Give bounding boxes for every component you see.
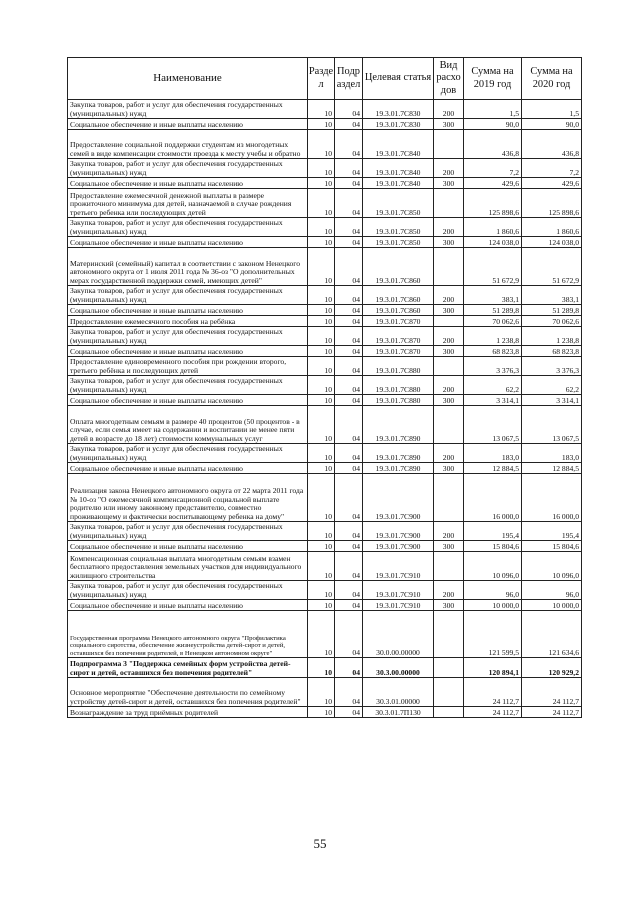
cell-sum2019: 1 238,8 bbox=[464, 327, 522, 346]
cell-sum2019: 10 096,0 bbox=[464, 552, 522, 581]
page-number: 55 bbox=[313, 836, 327, 851]
cell-target: 19.3.01.7С890 bbox=[363, 406, 434, 444]
cell-razdel: 10 bbox=[308, 100, 335, 119]
cell-sum2019: 51 672,9 bbox=[464, 248, 522, 286]
cell-sum2020: 12 884,5 bbox=[522, 463, 582, 474]
cell-name: Закупка товаров, работ и услуг для обеспечения государственных (муниципальных) нужд bbox=[68, 218, 308, 237]
cell-name: Закупка товаров, работ и услуг для обеспечения государственных (муниципальных) нужд bbox=[68, 522, 308, 541]
cell-name: Социальное обеспечение и иные выплаты населению bbox=[68, 395, 308, 406]
cell-podrazdel: 04 bbox=[335, 237, 363, 248]
table-row bbox=[68, 376, 582, 395]
cell-sum2019: 1 860,6 bbox=[464, 218, 522, 237]
cell-sum2019: 383,1 bbox=[464, 286, 522, 305]
cell-razdel: 10 bbox=[308, 327, 335, 346]
cell-razdel: 10 bbox=[308, 463, 335, 474]
cell-name: Закупка товаров, работ и услуг для обеспечения государственных (муниципальных) нужд bbox=[68, 100, 308, 119]
table-row bbox=[68, 159, 582, 178]
cell-vid bbox=[434, 707, 464, 718]
cell-sum2019: 125 898,6 bbox=[464, 189, 522, 218]
cell-name: Государственная программа Ненецкого автономного округа "Профилактика социального сиротства, обеспечение жизнеустройства детей-сирот и детей, оставшихся без попечения родителей, в Ненецком автономном округе" bbox=[68, 611, 308, 658]
cell-podrazdel: 04 bbox=[335, 178, 363, 189]
cell-target: 19.3.01.7С910 bbox=[363, 581, 434, 600]
cell-sum2020: 90,0 bbox=[522, 119, 582, 130]
cell-razdel: 10 bbox=[308, 178, 335, 189]
table-header-row bbox=[68, 58, 582, 100]
cell-name: Закупка товаров, работ и услуг для обеспечения государственных (муниципальных) нужд bbox=[68, 444, 308, 463]
cell-podrazdel: 04 bbox=[335, 218, 363, 237]
cell-vid: 300 bbox=[434, 346, 464, 357]
cell-razdel: 10 bbox=[308, 305, 335, 316]
cell-target: 19.3.01.7С840 bbox=[363, 159, 434, 178]
cell-podrazdel: 04 bbox=[335, 522, 363, 541]
cell-sum2020: 10 000,0 bbox=[522, 600, 582, 611]
cell-razdel: 10 bbox=[308, 159, 335, 178]
table-row bbox=[68, 100, 582, 119]
cell-sum2019: 7,2 bbox=[464, 159, 522, 178]
cell-podrazdel: 04 bbox=[335, 395, 363, 406]
cell-sum2019: 90,0 bbox=[464, 119, 522, 130]
cell-target: 19.3.01.7С870 bbox=[363, 346, 434, 357]
cell-sum2019: 436,8 bbox=[464, 130, 522, 159]
cell-sum2020: 7,2 bbox=[522, 159, 582, 178]
cell-name: Закупка товаров, работ и услуг для обеспечения государственных (муниципальных) нужд bbox=[68, 327, 308, 346]
cell-sum2019: 70 062,6 bbox=[464, 316, 522, 327]
cell-sum2020: 3 376,3 bbox=[522, 357, 582, 376]
budget-table bbox=[67, 57, 582, 718]
cell-sum2019: 51 289,8 bbox=[464, 305, 522, 316]
header-vid: Вид расхо дов bbox=[434, 58, 464, 100]
cell-podrazdel: 04 bbox=[335, 444, 363, 463]
cell-razdel: 10 bbox=[308, 406, 335, 444]
cell-target: 19.3.01.7С850 bbox=[363, 218, 434, 237]
cell-sum2020: 10 096,0 bbox=[522, 552, 582, 581]
cell-target: 19.3.01.7С840 bbox=[363, 130, 434, 159]
table-row bbox=[68, 346, 582, 357]
cell-razdel: 10 bbox=[308, 658, 335, 678]
cell-podrazdel: 04 bbox=[335, 357, 363, 376]
cell-target: 19.3.01.7С910 bbox=[363, 552, 434, 581]
cell-name: Социальное обеспечение и иные выплаты населению bbox=[68, 600, 308, 611]
cell-target: 19.3.01.7С880 bbox=[363, 357, 434, 376]
cell-podrazdel: 04 bbox=[335, 159, 363, 178]
cell-razdel: 10 bbox=[308, 237, 335, 248]
cell-podrazdel: 04 bbox=[335, 346, 363, 357]
cell-podrazdel: 04 bbox=[335, 474, 363, 522]
cell-vid bbox=[434, 130, 464, 159]
cell-sum2019: 3 314,1 bbox=[464, 395, 522, 406]
cell-target: 19.3.01.7С840 bbox=[363, 178, 434, 189]
cell-sum2020: 1 238,8 bbox=[522, 327, 582, 346]
cell-sum2020: 16 000,0 bbox=[522, 474, 582, 522]
cell-podrazdel: 04 bbox=[335, 406, 363, 444]
cell-vid: 200 bbox=[434, 286, 464, 305]
cell-sum2019: 15 804,6 bbox=[464, 541, 522, 552]
cell-sum2020: 195,4 bbox=[522, 522, 582, 541]
cell-vid: 200 bbox=[434, 444, 464, 463]
cell-vid bbox=[434, 189, 464, 218]
cell-podrazdel: 04 bbox=[335, 286, 363, 305]
cell-sum2020: 70 062,6 bbox=[522, 316, 582, 327]
table-row bbox=[68, 678, 582, 707]
cell-sum2019: 183,0 bbox=[464, 444, 522, 463]
cell-target: 19.3.01.7С910 bbox=[363, 600, 434, 611]
cell-vid: 200 bbox=[434, 218, 464, 237]
cell-name: Предоставление ежемесячного пособия на ребёнка bbox=[68, 316, 308, 327]
cell-vid: 300 bbox=[434, 237, 464, 248]
cell-razdel: 10 bbox=[308, 474, 335, 522]
cell-name: Вознаграждение за труд приёмных родителей bbox=[68, 707, 308, 718]
cell-sum2019: 121 599,5 bbox=[464, 611, 522, 658]
cell-target: 30.0.00.00000 bbox=[363, 611, 434, 658]
cell-razdel: 10 bbox=[308, 119, 335, 130]
table-row bbox=[68, 237, 582, 248]
cell-razdel: 10 bbox=[308, 581, 335, 600]
table-row bbox=[68, 611, 582, 658]
cell-target: 19.3.01.7С860 bbox=[363, 305, 434, 316]
cell-name: Предоставление ежемесячной денежной выплаты в размере прожиточного минимума для детей, назначаемой в случае рождения третьего ребенка или последующих детей bbox=[68, 189, 308, 218]
cell-vid bbox=[434, 248, 464, 286]
cell-vid bbox=[434, 316, 464, 327]
cell-razdel: 10 bbox=[308, 395, 335, 406]
cell-podrazdel: 04 bbox=[335, 541, 363, 552]
cell-sum2020: 121 634,6 bbox=[522, 611, 582, 658]
cell-sum2019: 13 067,5 bbox=[464, 406, 522, 444]
cell-vid: 200 bbox=[434, 376, 464, 395]
table-row bbox=[68, 248, 582, 286]
cell-target: 19.3.01.7С830 bbox=[363, 100, 434, 119]
cell-vid: 200 bbox=[434, 159, 464, 178]
cell-razdel: 10 bbox=[308, 376, 335, 395]
cell-sum2019: 16 000,0 bbox=[464, 474, 522, 522]
header-razdel: Разде л bbox=[308, 58, 335, 100]
cell-vid: 300 bbox=[434, 600, 464, 611]
cell-razdel: 10 bbox=[308, 316, 335, 327]
cell-name: Социальное обеспечение и иные выплаты населению bbox=[68, 346, 308, 357]
cell-razdel: 10 bbox=[308, 286, 335, 305]
cell-sum2020: 3 314,1 bbox=[522, 395, 582, 406]
cell-sum2019: 68 823,8 bbox=[464, 346, 522, 357]
header-sum-2020: Сумма на 2020 год bbox=[522, 58, 582, 100]
cell-sum2020: 124 038,0 bbox=[522, 237, 582, 248]
cell-vid: 200 bbox=[434, 522, 464, 541]
table-row bbox=[68, 552, 582, 581]
cell-razdel: 10 bbox=[308, 678, 335, 707]
cell-sum2020: 383,1 bbox=[522, 286, 582, 305]
table-body bbox=[68, 100, 582, 718]
cell-target: 19.3.01.7С860 bbox=[363, 248, 434, 286]
table-row bbox=[68, 305, 582, 316]
table-row bbox=[68, 218, 582, 237]
cell-sum2019: 24 112,7 bbox=[464, 707, 522, 718]
cell-name: Основное мероприятие "Обеспечение деятельности по семейному устройству детей-сирот и детей, оставшихся без попечения родителей" bbox=[68, 678, 308, 707]
cell-sum2020: 24 112,7 bbox=[522, 707, 582, 718]
cell-podrazdel: 04 bbox=[335, 376, 363, 395]
cell-vid: 300 bbox=[434, 463, 464, 474]
cell-name: Социальное обеспечение и иные выплаты населению bbox=[68, 178, 308, 189]
table-row bbox=[68, 357, 582, 376]
header-target: Целевая статья bbox=[363, 58, 434, 100]
cell-razdel: 10 bbox=[308, 444, 335, 463]
cell-target: 19.3.01.7С890 bbox=[363, 444, 434, 463]
cell-vid bbox=[434, 552, 464, 581]
cell-podrazdel: 04 bbox=[335, 552, 363, 581]
cell-target: 30.3.00.00000 bbox=[363, 658, 434, 678]
header-podrazdel: Подр аздел bbox=[335, 58, 363, 100]
cell-name: Реализация закона Ненецкого автономного округа от 22 марта 2011 года № 10-оз "О ежемесячной компенсационной социальной выплате родителю или иному законному представителю, совместно проживающему и фактически воспитывающему ребенка на дому" bbox=[68, 474, 308, 522]
table-row bbox=[68, 178, 582, 189]
table-row bbox=[68, 707, 582, 718]
cell-target: 19.3.01.7С870 bbox=[363, 316, 434, 327]
cell-sum2020: 13 067,5 bbox=[522, 406, 582, 444]
cell-vid: 200 bbox=[434, 581, 464, 600]
cell-vid: 300 bbox=[434, 541, 464, 552]
cell-razdel: 10 bbox=[308, 248, 335, 286]
cell-sum2020: 68 823,8 bbox=[522, 346, 582, 357]
cell-name: Компенсационная социальная выплата многодетным семьям взамен бесплатного предоставления земельных участков для индивидуального жилищного строительства bbox=[68, 552, 308, 581]
cell-vid: 300 bbox=[434, 178, 464, 189]
cell-podrazdel: 04 bbox=[335, 130, 363, 159]
cell-sum2019: 1,5 bbox=[464, 100, 522, 119]
cell-razdel: 10 bbox=[308, 707, 335, 718]
cell-target: 19.3.01.7С900 bbox=[363, 541, 434, 552]
table-row bbox=[68, 395, 582, 406]
cell-podrazdel: 04 bbox=[335, 305, 363, 316]
cell-sum2020: 1,5 bbox=[522, 100, 582, 119]
cell-vid: 300 bbox=[434, 119, 464, 130]
cell-sum2020: 51 672,9 bbox=[522, 248, 582, 286]
cell-razdel: 10 bbox=[308, 189, 335, 218]
cell-name: Социальное обеспечение и иные выплаты населению bbox=[68, 305, 308, 316]
cell-vid: 300 bbox=[434, 395, 464, 406]
cell-target: 19.3.01.7С850 bbox=[363, 189, 434, 218]
cell-sum2020: 62,2 bbox=[522, 376, 582, 395]
cell-sum2019: 120 894,1 bbox=[464, 658, 522, 678]
cell-podrazdel: 04 bbox=[335, 100, 363, 119]
cell-razdel: 10 bbox=[308, 218, 335, 237]
cell-sum2020: 183,0 bbox=[522, 444, 582, 463]
cell-podrazdel: 04 bbox=[335, 248, 363, 286]
cell-sum2019: 96,0 bbox=[464, 581, 522, 600]
cell-razdel: 10 bbox=[308, 130, 335, 159]
table-row bbox=[68, 541, 582, 552]
cell-razdel: 10 bbox=[308, 357, 335, 376]
table-row bbox=[68, 474, 582, 522]
cell-vid bbox=[434, 658, 464, 678]
cell-name: Закупка товаров, работ и услуг для обеспечения государственных (муниципальных) нужд bbox=[68, 159, 308, 178]
cell-podrazdel: 04 bbox=[335, 658, 363, 678]
cell-razdel: 10 bbox=[308, 541, 335, 552]
cell-sum2019: 10 000,0 bbox=[464, 600, 522, 611]
cell-podrazdel: 04 bbox=[335, 327, 363, 346]
table-row bbox=[68, 463, 582, 474]
cell-sum2020: 120 929,2 bbox=[522, 658, 582, 678]
cell-target: 19.3.01.7С890 bbox=[363, 463, 434, 474]
cell-sum2020: 51 289,8 bbox=[522, 305, 582, 316]
table-row bbox=[68, 130, 582, 159]
table-row bbox=[68, 658, 582, 678]
cell-target: 30.3.01.7П130 bbox=[363, 707, 434, 718]
cell-target: 19.3.01.7С860 bbox=[363, 286, 434, 305]
cell-sum2019: 429,6 bbox=[464, 178, 522, 189]
cell-target: 19.3.01.7С900 bbox=[363, 522, 434, 541]
cell-razdel: 10 bbox=[308, 552, 335, 581]
cell-name: Закупка товаров, работ и услуг для обеспечения государственных (муниципальных) нужд bbox=[68, 286, 308, 305]
cell-name: Материнский (семейный) капитал в соответствии с законом Ненецкого автономного округа от 1 июля 2011 года № 36-оз "О дополнительных мерах государственной поддержки семей, имеющих детей" bbox=[68, 248, 308, 286]
cell-sum2019: 12 884,5 bbox=[464, 463, 522, 474]
cell-name: Социальное обеспечение и иные выплаты населению bbox=[68, 463, 308, 474]
table-row bbox=[68, 316, 582, 327]
cell-target: 19.3.01.7С880 bbox=[363, 395, 434, 406]
table-row bbox=[68, 119, 582, 130]
cell-vid bbox=[434, 406, 464, 444]
cell-target: 19.3.01.7С880 bbox=[363, 376, 434, 395]
table-row bbox=[68, 600, 582, 611]
table-row bbox=[68, 444, 582, 463]
cell-target: 30.3.01.00000 bbox=[363, 678, 434, 707]
cell-razdel: 10 bbox=[308, 522, 335, 541]
cell-name: Оплата многодетным семьям в размере 40 процентов (50 процентов - в случае, если семья имеет на содержании и воспитании не менее пяти детей в возрасте до 18 лет) стоимости коммунальных услуг bbox=[68, 406, 308, 444]
table-row bbox=[68, 406, 582, 444]
cell-podrazdel: 04 bbox=[335, 316, 363, 327]
table-row bbox=[68, 286, 582, 305]
cell-name: Предоставление социальной поддержки студентам из многодетных семей в виде компенсации стоимости проезда к месту учебы и обратно bbox=[68, 130, 308, 159]
cell-podrazdel: 04 bbox=[335, 600, 363, 611]
header-name: Наименование bbox=[68, 58, 308, 100]
cell-podrazdel: 04 bbox=[335, 611, 363, 658]
cell-sum2020: 125 898,6 bbox=[522, 189, 582, 218]
cell-vid bbox=[434, 357, 464, 376]
cell-vid bbox=[434, 678, 464, 707]
cell-target: 19.3.01.7С830 bbox=[363, 119, 434, 130]
cell-sum2019: 195,4 bbox=[464, 522, 522, 541]
cell-sum2020: 429,6 bbox=[522, 178, 582, 189]
cell-target: 19.3.01.7С900 bbox=[363, 474, 434, 522]
cell-sum2019: 62,2 bbox=[464, 376, 522, 395]
cell-podrazdel: 04 bbox=[335, 707, 363, 718]
cell-podrazdel: 04 bbox=[335, 189, 363, 218]
cell-sum2019: 24 112,7 bbox=[464, 678, 522, 707]
cell-sum2019: 3 376,3 bbox=[464, 357, 522, 376]
cell-target: 19.3.01.7С870 bbox=[363, 327, 434, 346]
cell-razdel: 10 bbox=[308, 346, 335, 357]
table-row bbox=[68, 522, 582, 541]
table-row bbox=[68, 327, 582, 346]
cell-sum2020: 24 112,7 bbox=[522, 678, 582, 707]
cell-name: Подпрограмма 3 "Поддержка семейных форм устройства детей-сирот и детей, оставшихся без попечения родителей" bbox=[68, 658, 308, 678]
cell-vid bbox=[434, 474, 464, 522]
cell-vid: 300 bbox=[434, 305, 464, 316]
cell-sum2020: 15 804,6 bbox=[522, 541, 582, 552]
table-row bbox=[68, 189, 582, 218]
cell-name: Закупка товаров, работ и услуг для обеспечения государственных (муниципальных) нужд bbox=[68, 581, 308, 600]
cell-name: Закупка товаров, работ и услуг для обеспечения государственных (муниципальных) нужд bbox=[68, 376, 308, 395]
cell-podrazdel: 04 bbox=[335, 581, 363, 600]
header-sum-2019: Сумма на 2019 год bbox=[464, 58, 522, 100]
cell-vid bbox=[434, 611, 464, 658]
cell-target: 19.3.01.7С850 bbox=[363, 237, 434, 248]
cell-sum2020: 1 860,6 bbox=[522, 218, 582, 237]
cell-razdel: 10 bbox=[308, 611, 335, 658]
cell-vid: 200 bbox=[434, 327, 464, 346]
cell-razdel: 10 bbox=[308, 600, 335, 611]
cell-name: Социальное обеспечение и иные выплаты населению bbox=[68, 541, 308, 552]
cell-podrazdel: 04 bbox=[335, 119, 363, 130]
cell-vid: 200 bbox=[434, 100, 464, 119]
cell-podrazdel: 04 bbox=[335, 463, 363, 474]
cell-sum2020: 436,8 bbox=[522, 130, 582, 159]
cell-name: Социальное обеспечение и иные выплаты населению bbox=[68, 237, 308, 248]
cell-name: Социальное обеспечение и иные выплаты населению bbox=[68, 119, 308, 130]
cell-sum2020: 96,0 bbox=[522, 581, 582, 600]
cell-podrazdel: 04 bbox=[335, 678, 363, 707]
cell-name: Предоставление единовременного пособия при рождении второго, третьего ребёнка и последующих детей bbox=[68, 357, 308, 376]
table-row bbox=[68, 581, 582, 600]
cell-sum2019: 124 038,0 bbox=[464, 237, 522, 248]
